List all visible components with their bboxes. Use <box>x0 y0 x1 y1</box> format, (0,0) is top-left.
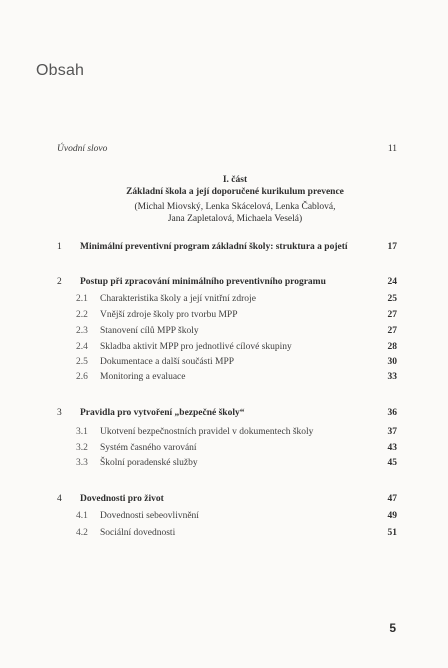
entry-title: Postup při zpracování minimálního preventivního programu <box>80 277 326 287</box>
entry-page: 49 <box>387 511 397 521</box>
toc-section-entry <box>57 340 397 354</box>
entry-title: Školní poradenské služby <box>100 458 198 468</box>
entry-title: Skladba aktivit MPP pro jednotlivé cílové skupiny <box>100 342 292 352</box>
part-title: I. část <box>222 175 248 185</box>
page-number: 5 <box>389 621 396 635</box>
entry-number: 3.2 <box>76 443 88 453</box>
toc-chapter-entry <box>57 492 397 506</box>
toc-section-entry <box>57 441 397 455</box>
entry-title: Vnější zdroje školy pro tvorbu MPP <box>100 310 238 320</box>
part-heading <box>100 175 370 225</box>
toc-section-entry <box>57 292 397 306</box>
entry-title: Dokumentace a další součásti MPP <box>100 357 235 367</box>
entry-title: Sociální dovednosti <box>100 528 176 538</box>
entry-title: Monitoring a evaluace <box>100 372 186 382</box>
entry-title: Ukotvení bezpečnostních pravidel v dokumentech školy <box>100 427 314 437</box>
toc-section-entry <box>57 425 397 439</box>
entry-page: 30 <box>387 357 397 367</box>
part-authors-line2: Jana Zapletalová, Michaela Veselá) <box>167 214 303 224</box>
entry-page: 45 <box>387 458 397 468</box>
entry-page: 27 <box>387 310 397 320</box>
entry-number: 2 <box>57 277 62 287</box>
toc-section-entry <box>57 324 397 338</box>
entry-page: 51 <box>387 528 397 538</box>
toc-heading: Obsah <box>36 62 85 79</box>
entry-number: 4.2 <box>76 528 88 538</box>
toc-chapter-entry <box>57 406 397 420</box>
toc-section-entry <box>57 308 397 322</box>
part-authors <box>100 201 370 225</box>
entry-page: 24 <box>387 277 397 287</box>
entry-page: 17 <box>387 242 397 252</box>
entry-number: 2.2 <box>76 310 88 320</box>
toc-section-entry <box>57 456 397 470</box>
entry-page: 37 <box>387 427 397 437</box>
part-authors-line1: (Michal Miovský, Lenka Skácelová, Lenka Čablová, <box>134 202 336 212</box>
entry-page: 43 <box>387 443 397 453</box>
part-subtitle: Základní škola a její doporučené kurikulum prevence <box>126 187 344 197</box>
entry-title: Stanovení cílů MPP školy <box>100 326 199 336</box>
entry-number: 2.3 <box>76 326 88 336</box>
intro-title: Úvodní slovo <box>57 144 108 154</box>
entry-number: 1 <box>57 242 62 252</box>
toc-chapter-entry <box>57 275 397 289</box>
toc-section-entry <box>57 355 397 369</box>
entry-title: Minimální preventivní program základní školy: struktura a pojetí <box>80 242 348 252</box>
toc-section-entry <box>57 509 397 523</box>
entry-number: 3.1 <box>76 427 88 437</box>
entry-page: 33 <box>387 372 397 382</box>
entry-title: Pravidla pro vytvoření „bezpečné školy“ <box>80 408 245 418</box>
entry-number: 2.1 <box>76 294 88 304</box>
entry-page: 28 <box>387 342 397 352</box>
entry-page: 27 <box>387 326 397 336</box>
entry-number: 4.1 <box>76 511 88 521</box>
entry-title: Charakteristika školy a její vnitřní zdroje <box>100 294 256 304</box>
entry-number: 3.3 <box>76 458 88 468</box>
entry-number: 3 <box>57 408 62 418</box>
toc-chapter-entry <box>57 240 397 254</box>
entry-number: 2.6 <box>76 372 88 382</box>
entry-page: 47 <box>387 494 397 504</box>
entry-number: 2.4 <box>76 342 88 352</box>
entry-title: Dovednosti pro život <box>80 494 164 504</box>
entry-number: 2.5 <box>76 357 88 367</box>
toc-intro-entry <box>57 144 397 154</box>
entry-title: Dovednosti sebeovlivnění <box>100 511 199 521</box>
intro-page: 11 <box>387 144 397 154</box>
toc-section-entry <box>57 370 397 384</box>
entry-page: 36 <box>387 408 397 418</box>
entry-number: 4 <box>57 494 62 504</box>
toc-section-entry <box>57 526 397 540</box>
entry-title: Systém časného varování <box>100 443 197 453</box>
entry-page: 25 <box>387 294 397 304</box>
